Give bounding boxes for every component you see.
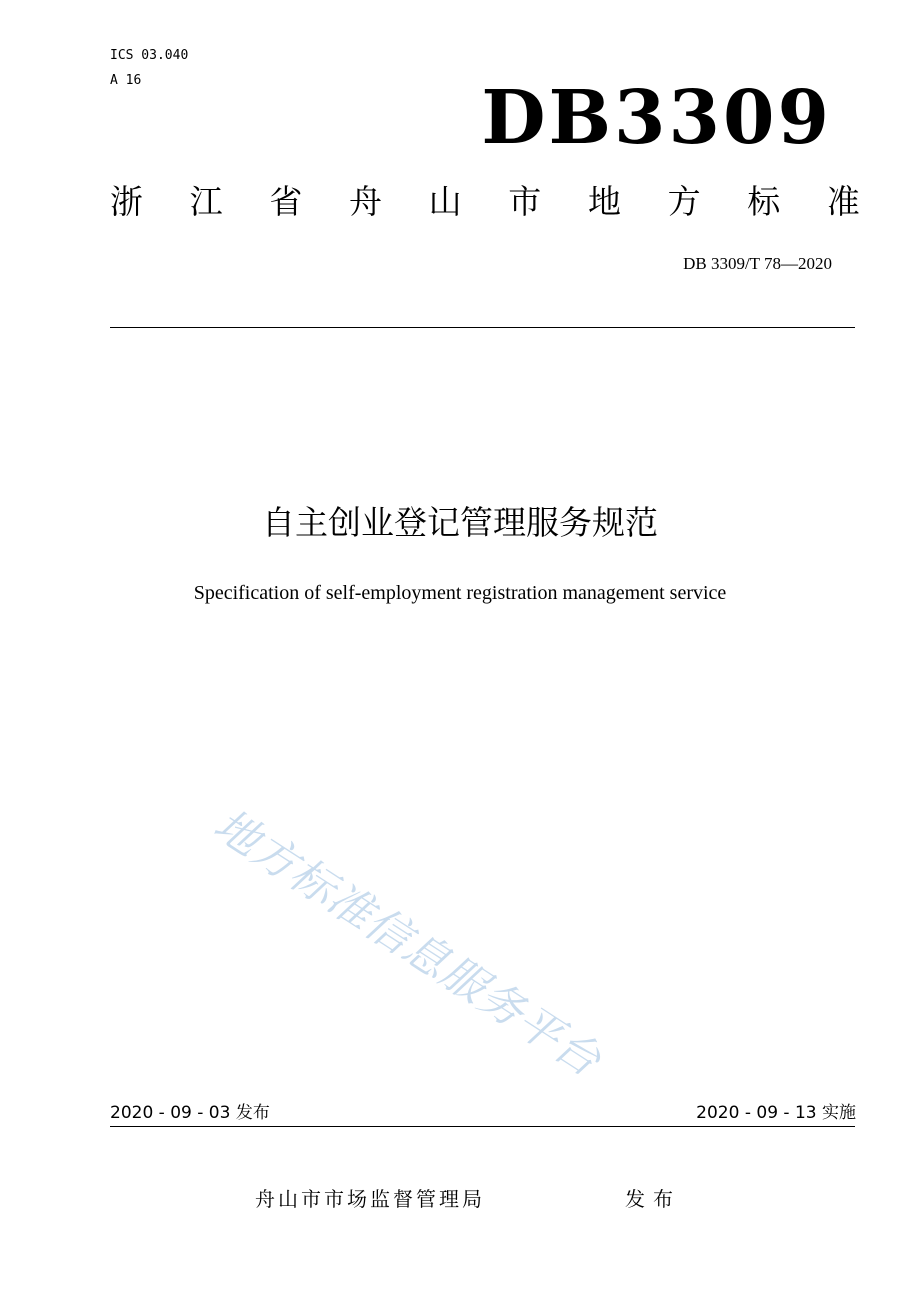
header-divider [110,327,855,328]
standard-type-char: 地 [587,182,621,221]
standard-code: DB3309 [481,75,832,161]
standard-type-char: 浙 [110,182,143,221]
document-title-english: Specification of self-employment registration management service [193,582,727,604]
standard-type-char: 准 [826,182,860,221]
ics-code: ICS 03.040 [110,48,189,63]
classification-code: A 16 [110,73,142,88]
issuing-authority: 舟山市市场监督管理局 [255,1187,485,1211]
standard-type-char: 方 [667,182,701,221]
standard-number: DB 3309/T 78—2020 [683,254,832,273]
standard-type-heading [110,178,860,226]
document-title-chinese: 自主创业登记管理服务规范 [262,503,658,542]
standard-type-char: 舟 [348,182,382,221]
standard-type-char: 省 [269,182,303,221]
standard-type-char: 市 [508,182,542,221]
issue-date: 2020 - 09 - 03 发布 [110,1103,270,1123]
standard-type-char: 山 [428,182,462,221]
standard-type-char: 江 [189,182,223,221]
watermark: 地方标准信息服务平台 [204,799,610,1088]
issue-label: 发布 [625,1187,681,1211]
footer-divider [110,1126,855,1127]
standard-type-char: 标 [747,182,781,221]
implementation-date: 2020 - 09 - 13 实施 [696,1103,856,1123]
